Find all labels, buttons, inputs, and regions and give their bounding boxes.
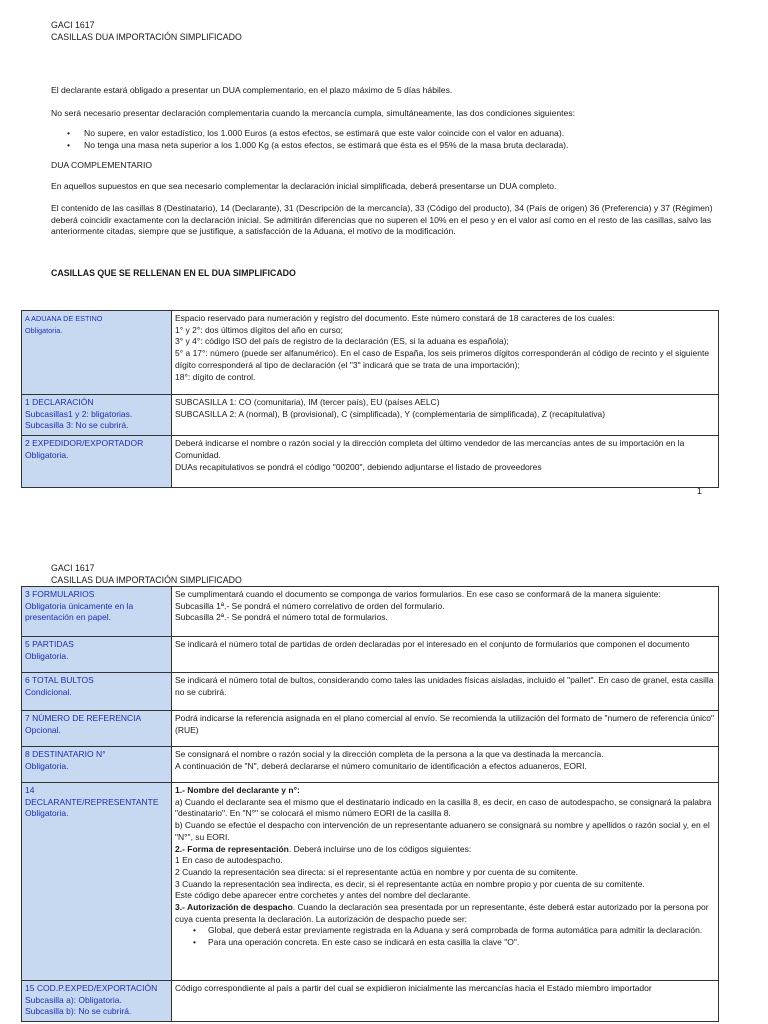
intro-paragraph-1: El declarante estará obligado a presentar un DUA complementario, en el plazo máximo de 5 días hábiles. [51,85,453,95]
box-description: 1.- Nombre del declarante y n°: a) Cuando el declarante sea el mismo que el destinatario indicado en la casilla 8, es decir, en caso de autodespacho, se consignará la palabra "destinatario". En "N°" se colocará el mismo número EORI de la casilla 8. b) Cuando se efectúe el despacho con intervención de un representante aduanero se consignará su nombre y apellidos o razón social y, en el "N°", su EORI. 2.- Forma de representación. Deberá incluirse uno de los códigos siguientes: 1 En caso de autodespacho. 2 Cuando la representación sea directa: si el representante actúa en nombre y por cuenta de su comitente. 3 Cuando la representación sea indirecta, es decir, si el representante actúa en nombre propio y por cuenta de su comitente. Este código debe aparecer entre corchetes y antes del nombre del declarante. 3.- Autorización de despacho. Cuando la declaración sea presentada por un representante, éste deberá estar autorizado por la persona por cuya cuenta presenta la declaración. La autorización de despacho puede ser: • Global, que deberá estar previamente registrada en la Aduana y será comprobada de forma automática para admitir la declaración. • Para una operación concreta. En este caso se indicará en esta casilla la clave "O". [172,783,719,981]
bullet-icon: • [67,139,71,150]
document-title: CASILLAS DUA IMPORTACIÓN SIMPLIFICADO [51,575,242,586]
page-header [51,19,242,43]
intro-bullet-list [51,128,721,151]
table-row [22,747,719,783]
list-item: • Global, que deberá estar previamente registrada en la Aduana y será comprobada de forma automática para admitir la declaración. [193,925,703,936]
box-label: 5 PARTIDAS Obligatoria. [22,637,172,673]
box-label: A ADUANA DE ESTINO Obligatoria. [22,311,172,395]
list-item: • No tenga una masa neta superior a los 1.000 Kg (a estos efectos, se estimará que ésta es el 95% de la masa bruta declarada). [67,139,569,150]
box-label: 8 DESTINATARIO N° Obligatoria. [22,747,172,783]
box-description: Se indicará el número total de bultos, considerando como tales las unidades físicas aisladas, incluido el "pallet". En caso de granel, esta casilla no se cubrirá. [172,673,719,711]
document-code: GACI 1617 [51,563,95,573]
intro-paragraph-5: El contenido de las casillas 8 (Destinatario), 14 (Declarante), 31 (Descripción de la mercancía), 33 (Código del producto), 34 (País de origen) 36 (Preferencia) y 37 (Régimen) deberá coincidir exactamente con la declaración inicial. Se admitirán diferencias que no superen el 10% en el peso y en el valor así como en el resto de las casillas, salvo las anteriormente citadas, siempre que se justifique, a satisfacción de la Aduana, el motivo de la modificación. [51,203,713,237]
intro-paragraph-2: No será necesario presentar declaración complementaria cuando la mercancía cumpla, simultáneamente, las dos condiciones siguientes: [51,108,576,118]
box-description: Código correspondiente al país a partir del cual se expidieron inicialmente las mercancías hacia el Estado miembro importador [172,981,719,1022]
bullet-icon: • [67,128,71,138]
page-number: 1 [697,486,702,496]
box-description: Podrá indicarse la referencia asignada en el plano comercial al envío. Se recomienda la utilización del formato de "numero de referencia único" (RUE) [172,711,719,747]
box-description: Se indicará el número total de partidas de orden declaradas por el interesado en el conjunto de formularios que componen el documento [172,637,719,673]
casillas-table-page-1 [21,310,719,488]
page-header [51,562,242,586]
casillas-table-page-2 [21,586,719,1022]
box-label: 7 NÚMERO DE REFERENCIA Opcional. [22,711,172,747]
list-item: • No supere, en valor estadístico, los 1.000 Euros (a estos efectos, se estimará que este valor coincide con el valor en aduana). [67,128,565,138]
box-description: Se cumplimentará cuando el documento se componga de varios formularios. En ese caso se conformará de la manera siguiente: Subcasilla 1ª.- Se pondrá el número correlativo de orden del formulario. Subcasilla 2ª.- Se pondrá el número total de formularios. [172,587,719,637]
box-label: 3 FORMULARIOS Obligatoria únicamente en la presentación en papel. [22,587,172,637]
box-description: SUBCASILLA 1: CO (comunitaria), IM (tercer país), EU (países AELC) SUBCASILLA 2: A (normal), B (provisional), C (simplificada), Y (complementaria de simplificada), Z (recapitulativa) [172,395,719,436]
bullet-icon: • [193,937,196,948]
box-label: 2 EXPEDIDOR/EXPORTADOR Obligatoria. [22,436,172,488]
table-row [22,395,719,436]
list-item: • Para una operación concreta. En este caso se indicará en esta casilla la clave "O". [193,937,520,948]
box-label: 15 COD.P.EXPED/EXPORTACIÓN Subcasilla a): Obligatoria. Subcasilla b): No se cubrirá. [22,981,172,1022]
document-title: CASILLAS DUA IMPORTACIÓN SIMPLIFICADO [51,32,242,43]
table-row [22,981,719,1022]
bullet-icon: • [193,925,196,936]
table-row [22,711,719,747]
table-row [22,637,719,673]
section-heading: CASILLAS QUE SE RELLENAN EN EL DUA SIMPLIFICADO [51,268,296,278]
table-row [22,587,719,637]
table-row [22,783,719,981]
box-label: 1 DECLARACIÓN Subcasillas1 y 2: bligatorias. Subcasilla 3: No se cubrirá. [22,395,172,436]
intro-subheading: DUA COMPLEMENTARIO [51,160,153,170]
table-row [22,673,719,711]
table-row [22,436,719,488]
intro-paragraph-4: En aquellos supuestos en que sea necesario complementar la declaración inicial simplificada, deberá presentarse un DUA completo. [51,181,557,191]
box-description: Se consignará el nombre o razón social y la dirección completa de la persona a la que va destinada la mercancía. A continuación de "N", deberá declararse el número comunitario de identificación a efectos aduaneros, EORI. [172,747,719,783]
box-label: 6 TOTAL BULTOS Condicional. [22,673,172,711]
box-label: 14 DECLARANTE/REPRESENTANTE Obligatoria. [22,783,172,981]
document-code: GACI 1617 [51,20,95,30]
box-description: Deberá indicarse el nombre o razón social y la dirección completa del último vendedor de las mercancías antes de su importación en la Comunidad. DUAs recapitulativos se pondrá el código "00200", debiendo adjuntarse el listado de proveedores [172,436,719,488]
table-row [22,311,719,395]
box-description: Espacio reservado para numeración y registro del documento. Este número constará de 18 caracteres de los cuales: 1° y 2°: dos últimos dígitos del año en curso; 3° y 4°: código ISO del país de registro de la declaración (ES, si la aduana es española); 5° a 17°: número (puede ser alfanumérico). En el caso de España, los seis primeros dígitos corresponderán al código de recinto y el siguiente dígito corresponderá al tipo de declaración (el "3" indicará que se trata de una importación); 18°: dígito de control. [172,311,719,395]
